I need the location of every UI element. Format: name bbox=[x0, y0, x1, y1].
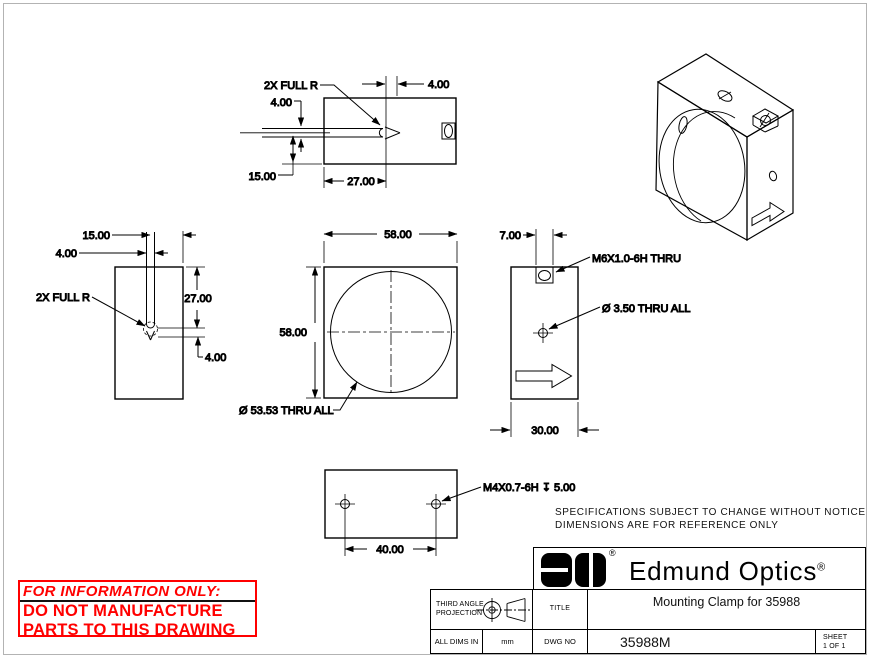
brand-name: Edmund Optics® bbox=[629, 556, 827, 586]
dims-label: ALL DIMS IN bbox=[434, 637, 479, 646]
dwg-number: 35988M bbox=[620, 634, 671, 650]
brand-registered-mark: ® bbox=[817, 561, 827, 574]
projection-cell bbox=[430, 589, 533, 630]
label-bottom-tap: M4X0.7-6H ↧ 5.00 bbox=[483, 482, 576, 494]
note-line-1: SPECIFICATIONS SUBJECT TO CHANGE WITHOUT NOTICE bbox=[555, 507, 866, 518]
sheet-cell bbox=[815, 629, 866, 654]
logo-registered-mark: ® bbox=[609, 548, 616, 558]
sheet-label: SHEET 1 OF 1 bbox=[823, 634, 848, 650]
dim-bottom-spacing: 40.00 bbox=[376, 544, 404, 556]
warning-stamp bbox=[18, 580, 257, 637]
label-top-full-r: 2X FULL R bbox=[263, 80, 318, 92]
label-left-full-r: 2X FULL R bbox=[35, 292, 90, 304]
title-label-cell bbox=[532, 589, 588, 630]
dim-left-center-dist: 15.00 bbox=[82, 230, 110, 242]
units-cell bbox=[482, 629, 533, 654]
dim-right-hole-offset: 7.00 bbox=[499, 230, 521, 242]
title-value-cell bbox=[587, 589, 866, 630]
dim-front-width: 58.00 bbox=[384, 229, 412, 241]
eo-logo-o-glyph bbox=[575, 553, 606, 587]
note-line-2: DIMENSIONS ARE FOR REFERENCE ONLY bbox=[555, 519, 779, 531]
dim-right-depth: 30.00 bbox=[531, 425, 559, 437]
dim-left-end-offset: 4.00 bbox=[205, 352, 227, 364]
warning-line-3: PARTS TO THIS DRAWING bbox=[23, 620, 236, 639]
dim-top-slot-width: 4.00 bbox=[428, 79, 450, 91]
label-right-tap: M6X1.0-6H THRU bbox=[592, 253, 682, 265]
eo-logo-e-glyph bbox=[541, 553, 572, 587]
dwg-label-cell bbox=[532, 629, 588, 654]
label-right-hole: Ø 3.50 THRU ALL bbox=[602, 303, 691, 315]
title-label: TITLE bbox=[549, 605, 571, 612]
dim-left-slot-depth: 27.00 bbox=[184, 293, 212, 305]
drawing-notes bbox=[555, 507, 866, 532]
warning-line-1: FOR INFORMATION ONLY: bbox=[20, 582, 255, 602]
dim-left-slot-width: 4.00 bbox=[55, 248, 77, 260]
dwg-value-cell bbox=[587, 629, 816, 654]
dim-front-height: 58.00 bbox=[279, 327, 307, 339]
projection-label: THIRD ANGLE PROJECTION bbox=[436, 601, 484, 617]
title-block-logo-row bbox=[533, 547, 866, 590]
dim-top-slot-offset: 4.00 bbox=[270, 97, 292, 109]
dwg-no-label: DWG NO bbox=[544, 637, 576, 646]
dim-top-slot-depth: 27.00 bbox=[347, 176, 375, 188]
dims-label-cell bbox=[430, 629, 483, 654]
dim-top-center-dist: 15.00 bbox=[248, 171, 276, 183]
drawing-title: Mounting Clamp for 35988 bbox=[652, 595, 801, 609]
label-front-bore: Ø 53.53 THRU ALL bbox=[239, 405, 334, 417]
warning-line-2: DO NOT MANUFACTURE bbox=[23, 602, 223, 620]
units-value: mm bbox=[501, 637, 514, 646]
